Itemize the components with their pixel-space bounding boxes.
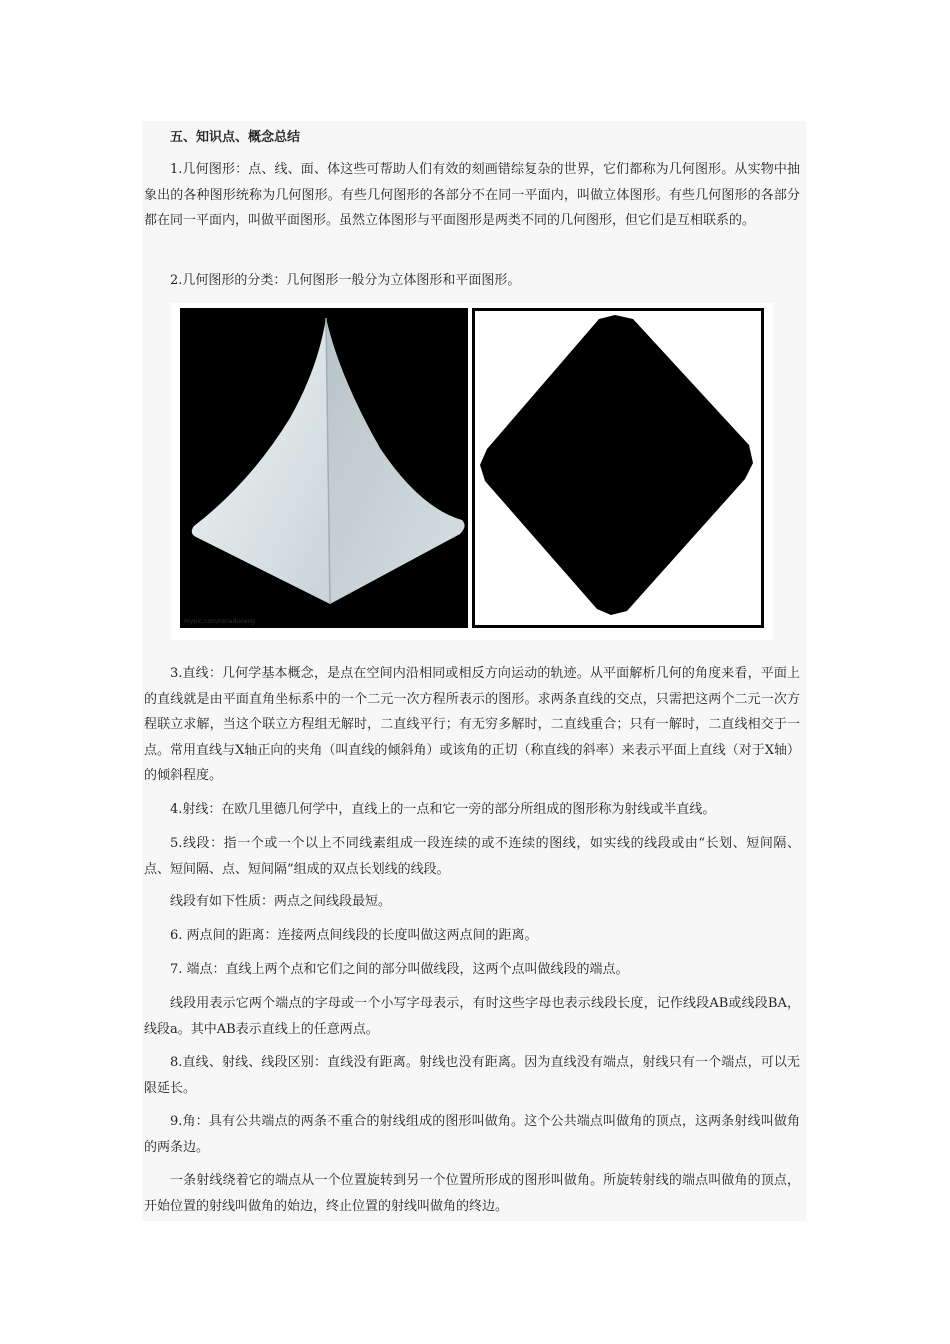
document-content bbox=[142, 121, 806, 1221]
paragraph-geometric-figures: 1.几何图形：点、线、面、体这些可帮助人们有效的刻画错综复杂的世界，它们都称为几何图形。从实物中抽象出的各种图形统称为几何图形。有些几何图形的各部分不在同一平面内，叫做立体图形。有些几何图形的各部分都在同一平面内，叫做平面图形。虽然立体图形与平面图形是两类不同的几何图形，但它们是互相联系的。 bbox=[144, 162, 800, 228]
paragraph-angle: 9.角：具有公共端点的两条不重合的射线组成的图形叫做角。这个公共端点叫做角的顶点，这两条射线叫做角的两条边。 bbox=[144, 1114, 800, 1155]
pyramid-image bbox=[180, 308, 468, 628]
paragraph-angle-rotation: 一条射线绕着它的端点从一个位置旋转到另一个位置所形成的图形叫做角。所旋转射线的端点叫做角的顶点，开始位置的射线叫做角的始边，终止位置的射线叫做角的终边。 bbox=[144, 1173, 800, 1214]
paragraph-segment-notation: 线段用表示它两个端点的字母或一个小写字母表示，有时这些字母也表示线段长度，记作线段AB或线段BA，线段a。其中AB表示直线上的任意两点。 bbox=[144, 996, 800, 1037]
figure-solid-and-plane bbox=[171, 303, 773, 640]
diamond-image bbox=[472, 308, 764, 628]
pyramid-icon bbox=[180, 308, 468, 628]
paragraph-distance: 6. 两点间的距离：连接两点间线段的长度叫做这两点间的距离。 bbox=[170, 928, 538, 943]
image-watermark: mypic.com/renaduoeng bbox=[184, 618, 256, 625]
paragraph-line-segment: 5.线段：指一个或一个以上不同线素组成一段连续的或不连续的图线，如实线的线段或由“长划、短间隔、点、短间隔、点、短间隔”组成的双点长划线的线段。 bbox=[144, 836, 800, 877]
paragraph-classification: 2.几何图形的分类：几何图形一般分为立体图形和平面图形。 bbox=[170, 273, 521, 288]
paragraph-straight-line: 3.直线：几何学基本概念，是点在空间内沿相同或相反方向运动的轨迹。从平面解析几何的角度来看，平面上的直线就是由平面直角坐标系中的一个二元一次方程所表示的图形。求两条直线的交点，只需把这两个二元一次方程联立求解，当这个联立方程组无解时，二直线平行；有无穷多解时，二直线重合；只有一解时，二直线相交于一点。常用直线与X轴正向的夹角（叫直线的倾斜角）或该角的正切（称直线的斜率）来表示平面上直线（对于X轴）的倾斜程度。 bbox=[144, 666, 800, 783]
section-heading: 五、知识点、概念总结 bbox=[170, 130, 301, 145]
paragraph-ray: 4.射线：在欧几里德几何学中，直线上的一点和它一旁的部分所组成的图形称为射线或半直线。 bbox=[170, 802, 716, 817]
paragraph-segment-property: 线段有如下性质：两点之间线段最短。 bbox=[170, 894, 392, 909]
diamond-icon bbox=[475, 311, 761, 625]
paragraph-difference: 8.直线、射线、线段区别：直线没有距离。射线也没有距离。因为直线没有端点，射线只有一个端点，可以无限延长。 bbox=[144, 1055, 800, 1096]
paragraph-endpoint: 7. 端点：直线上两个点和它们之间的部分叫做线段，这两个点叫做线段的端点。 bbox=[170, 962, 629, 977]
